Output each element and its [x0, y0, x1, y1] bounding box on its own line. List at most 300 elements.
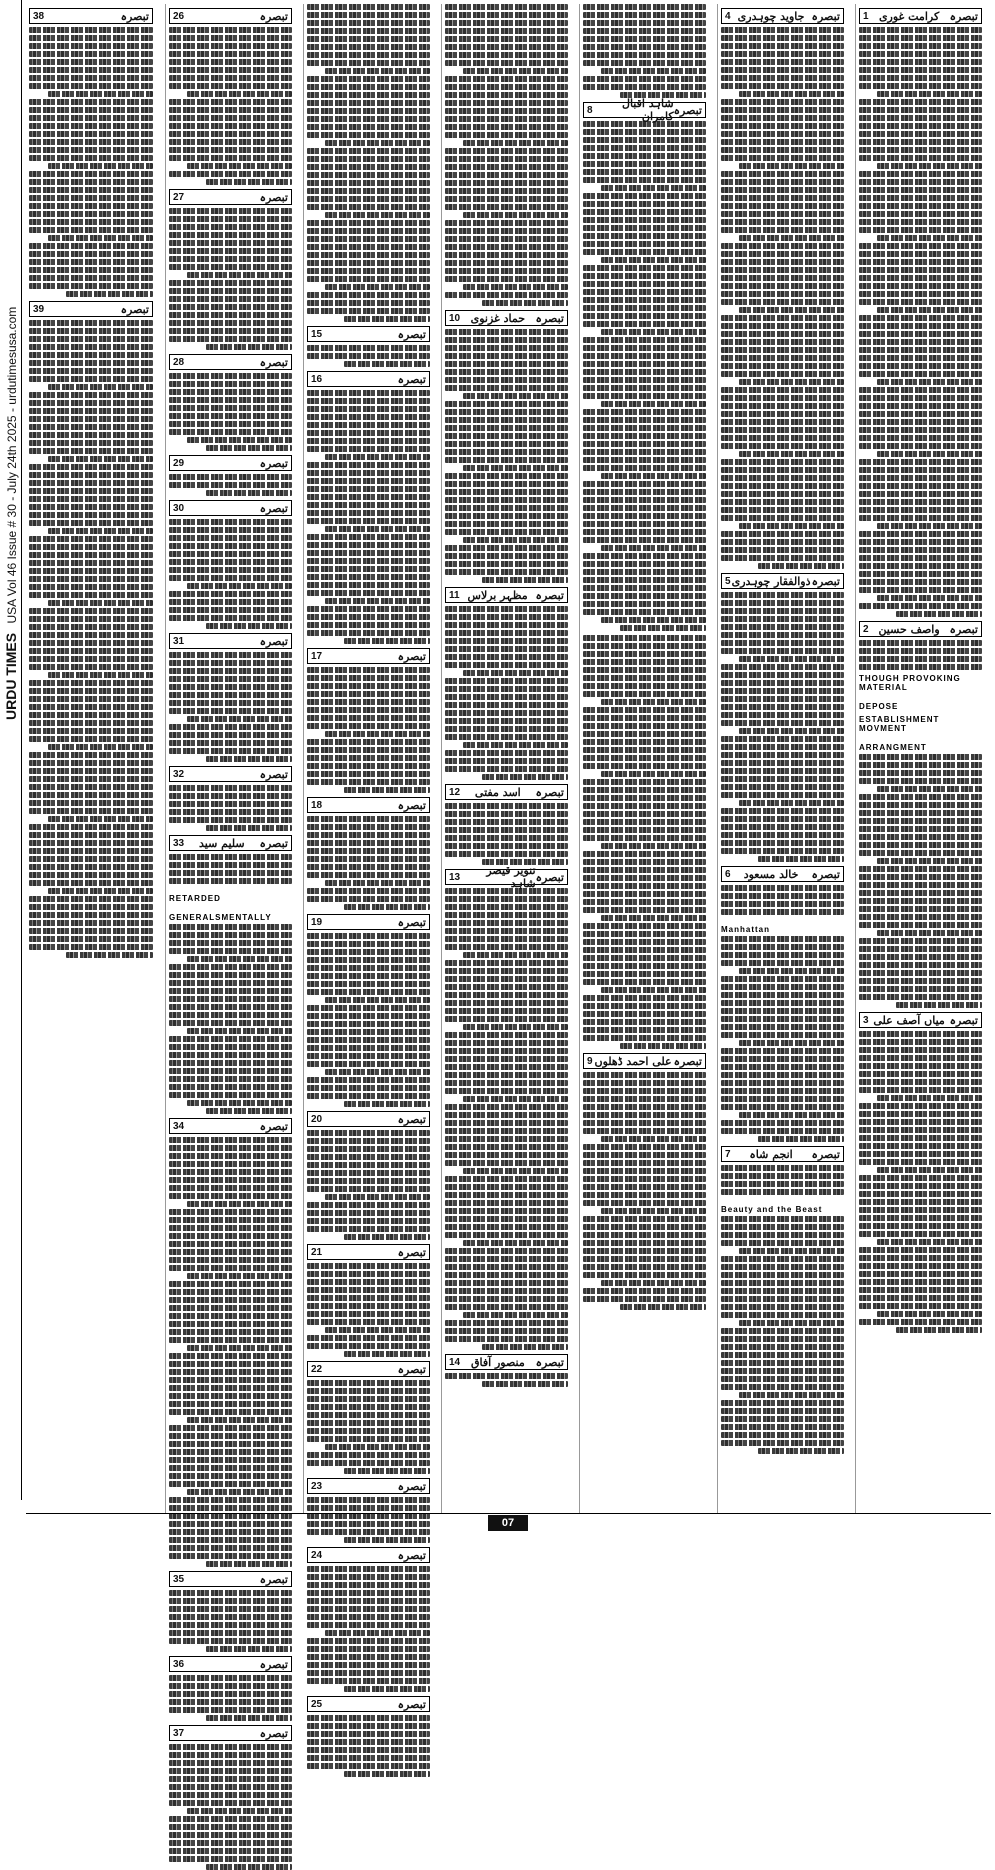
text-line	[169, 1076, 292, 1082]
text-line	[859, 299, 982, 305]
text-line	[583, 569, 706, 575]
text-line	[307, 739, 430, 745]
text-line	[29, 336, 153, 342]
text-line	[859, 491, 982, 497]
text-line	[445, 148, 568, 154]
text-line	[29, 115, 153, 121]
text-line	[721, 267, 844, 273]
text-line	[859, 35, 982, 41]
text-line	[583, 947, 706, 953]
text-line	[169, 1529, 292, 1535]
text-line	[344, 1101, 430, 1107]
text-line	[859, 850, 982, 856]
text-line	[307, 1436, 430, 1442]
text-line	[583, 739, 706, 745]
entry-header	[721, 573, 844, 589]
text-line	[307, 76, 430, 82]
entry-number: 6	[725, 868, 731, 880]
text-line	[169, 232, 292, 238]
text-line	[721, 1232, 844, 1238]
english-term: Beauty and the Beast	[721, 1205, 823, 1214]
entry-label: تبصرہ	[673, 1054, 702, 1068]
entry-label: تبصرہ	[949, 9, 978, 23]
text-line	[169, 1441, 292, 1447]
text-line	[859, 579, 982, 585]
text-line	[859, 459, 982, 465]
text-line	[307, 470, 430, 476]
text-line	[583, 297, 706, 303]
footer-rule	[26, 1513, 991, 1514]
text-line	[445, 1304, 568, 1310]
text-line	[583, 60, 706, 66]
entry-header	[169, 189, 292, 205]
commentary-entry	[721, 573, 844, 862]
text-line	[583, 1272, 706, 1278]
text-line	[169, 1401, 292, 1407]
text-line	[445, 702, 568, 708]
text-line	[307, 1186, 430, 1192]
commentary-entry	[307, 1696, 430, 1777]
text-line	[583, 353, 706, 359]
text-line	[48, 163, 153, 169]
text-line	[739, 451, 844, 457]
text-line	[721, 1304, 844, 1310]
text-line	[445, 1152, 568, 1158]
text-line	[445, 835, 568, 841]
text-line	[48, 456, 153, 462]
text-line	[29, 131, 153, 137]
text-line	[859, 323, 982, 329]
text-line	[169, 1465, 292, 1471]
entry-number: 32	[173, 768, 185, 780]
entry-number: 26	[173, 10, 185, 22]
text-line	[344, 1468, 430, 1474]
text-line	[877, 451, 982, 457]
text-line	[169, 1840, 292, 1846]
text-line	[583, 1019, 706, 1025]
text-line	[859, 906, 982, 912]
text-line	[169, 932, 292, 938]
commentary-entry	[445, 784, 568, 865]
text-line	[169, 224, 292, 230]
text-line	[29, 872, 153, 878]
entry-number: 4	[725, 10, 731, 22]
text-line	[169, 280, 292, 286]
text-line	[463, 952, 568, 958]
text-line	[169, 1752, 292, 1758]
text-line	[29, 155, 153, 161]
text-line	[29, 448, 153, 454]
text-line	[169, 59, 292, 65]
text-line	[583, 441, 706, 447]
entry-header	[445, 864, 568, 890]
text-line	[169, 171, 292, 177]
text-line	[307, 1226, 430, 1232]
text-line	[758, 856, 844, 862]
text-line	[187, 1808, 292, 1814]
text-line	[307, 1614, 430, 1620]
entry-number: 21	[311, 1246, 323, 1258]
text-line	[48, 528, 153, 534]
text-line	[169, 1217, 292, 1223]
text-line	[206, 1561, 292, 1567]
text-line	[739, 163, 844, 169]
text-line	[583, 1112, 706, 1118]
text-line	[307, 164, 430, 170]
text-line	[169, 208, 292, 214]
text-line	[445, 936, 568, 942]
text-line	[721, 435, 844, 441]
text-line	[445, 1232, 568, 1238]
text-line	[307, 941, 430, 947]
text-line	[721, 909, 844, 915]
text-line	[583, 1003, 706, 1009]
text-line	[721, 1432, 844, 1438]
text-line	[721, 664, 844, 670]
text-line	[344, 316, 430, 322]
text-line	[307, 771, 430, 777]
text-line	[445, 1248, 568, 1254]
text-line	[307, 1021, 430, 1027]
text-line	[445, 361, 568, 367]
text-line	[169, 51, 292, 57]
text-line	[29, 219, 153, 225]
text-line	[445, 960, 568, 966]
text-line	[29, 59, 153, 65]
text-line	[169, 474, 292, 480]
text-line	[445, 369, 568, 375]
column-2	[165, 4, 295, 1740]
text-line	[859, 1255, 982, 1261]
text-line	[583, 787, 706, 793]
entry-label: تبصرہ	[535, 588, 564, 602]
text-line	[169, 1297, 292, 1303]
text-line	[601, 915, 706, 921]
text-line	[307, 763, 430, 769]
commentary-entry	[307, 914, 430, 1107]
text-line	[601, 545, 706, 551]
entry-number: 17	[311, 650, 323, 662]
text-line	[721, 704, 844, 710]
text-line	[169, 1760, 292, 1766]
text-line	[583, 891, 706, 897]
text-line	[187, 91, 292, 97]
text-line	[583, 28, 706, 34]
text-line	[307, 981, 430, 987]
text-line	[721, 760, 844, 766]
text-line	[169, 1784, 292, 1790]
text-line	[445, 252, 568, 258]
commentary-entry	[859, 8, 982, 617]
text-line	[29, 824, 153, 830]
text-line	[482, 1381, 568, 1387]
text-line	[29, 275, 153, 281]
text-line	[583, 585, 706, 591]
text-line	[307, 1202, 430, 1208]
page-number: 07	[488, 1515, 528, 1531]
text-line	[583, 84, 706, 90]
text-line	[859, 1047, 982, 1053]
text-line	[445, 920, 568, 926]
text-line	[307, 707, 430, 713]
text-line	[445, 457, 568, 463]
text-line	[29, 720, 153, 726]
text-line	[307, 398, 430, 404]
text-line	[29, 632, 153, 638]
text-line	[859, 1151, 982, 1157]
text-line	[877, 1095, 982, 1101]
text-line	[206, 179, 292, 185]
text-line	[758, 1448, 844, 1454]
text-line	[169, 1614, 292, 1620]
text-line	[859, 331, 982, 337]
text-line	[583, 691, 706, 697]
text-line	[445, 726, 568, 732]
text-line	[307, 1380, 430, 1386]
text-line	[601, 473, 706, 479]
entry-number: 24	[311, 1549, 323, 1561]
commentary-entry	[307, 1111, 430, 1240]
text-line	[169, 519, 292, 525]
text-line	[721, 547, 844, 553]
commentary-entry	[859, 621, 982, 1008]
entry-header	[169, 455, 292, 471]
text-line	[307, 1497, 430, 1503]
text-line	[29, 896, 153, 902]
text-line	[877, 786, 982, 792]
text-line	[29, 544, 153, 550]
text-line	[583, 1035, 706, 1041]
text-line	[169, 948, 292, 954]
text-line	[859, 1207, 982, 1213]
text-line	[445, 108, 568, 114]
text-line	[169, 43, 292, 49]
entry-author: اسد مفتی	[474, 785, 521, 799]
commentary-entry	[169, 455, 292, 496]
text-line	[307, 1061, 430, 1067]
text-line	[445, 545, 568, 551]
text-line	[29, 328, 153, 334]
text-line	[859, 1143, 982, 1149]
text-line	[445, 553, 568, 559]
text-line	[859, 515, 982, 521]
text-line	[445, 638, 568, 644]
commentary-entry	[169, 835, 292, 1114]
text-line	[721, 387, 844, 393]
text-line	[169, 1161, 292, 1167]
text-line	[169, 1824, 292, 1830]
text-line	[307, 1287, 430, 1293]
text-line	[721, 680, 844, 686]
text-line	[859, 954, 982, 960]
text-line	[307, 1420, 430, 1426]
text-line	[859, 1111, 982, 1117]
text-line	[721, 35, 844, 41]
text-line	[325, 1444, 430, 1450]
entry-number: 19	[311, 916, 323, 928]
entry-header	[445, 587, 568, 603]
text-line	[859, 890, 982, 896]
text-line	[169, 1369, 292, 1375]
text-line	[721, 115, 844, 121]
text-line	[325, 1069, 430, 1075]
text-line	[739, 656, 844, 662]
text-line	[307, 1638, 430, 1644]
entry-label: تبصرہ	[120, 9, 149, 23]
text-line	[169, 482, 292, 488]
text-line	[721, 99, 844, 105]
text-line	[721, 885, 844, 891]
commentary-entry	[307, 1547, 430, 1692]
text-line	[307, 622, 430, 628]
entry-author: مظہر برلاس	[467, 588, 528, 602]
text-line	[325, 526, 430, 532]
entry-header	[29, 8, 153, 24]
text-line	[445, 1048, 568, 1054]
commentary-entry	[169, 1118, 292, 1567]
text-line	[859, 1079, 982, 1085]
text-line	[29, 51, 153, 57]
text-line	[859, 171, 982, 177]
text-line	[307, 148, 430, 154]
text-line	[445, 180, 568, 186]
text-line	[721, 1000, 844, 1006]
text-line	[583, 827, 706, 833]
text-line	[859, 195, 982, 201]
text-line	[169, 700, 292, 706]
text-line	[601, 401, 706, 407]
text-line	[721, 507, 844, 513]
text-line	[601, 329, 706, 335]
text-line	[583, 899, 706, 905]
text-line	[445, 441, 568, 447]
text-line	[445, 1224, 568, 1230]
text-line	[739, 800, 844, 806]
text-line	[583, 193, 706, 199]
entry-author: منصور آفاق	[470, 1355, 525, 1369]
text-line	[721, 419, 844, 425]
text-line	[583, 1240, 706, 1246]
text-line	[859, 243, 982, 249]
text-line	[307, 574, 430, 580]
text-line	[721, 1368, 844, 1374]
text-line	[859, 826, 982, 832]
entry-label: تبصرہ	[259, 1657, 288, 1671]
text-line	[169, 312, 292, 318]
text-line	[583, 44, 706, 50]
entry-number: 28	[173, 356, 185, 368]
text-line	[601, 1136, 706, 1142]
text-line	[29, 712, 153, 718]
text-line	[445, 750, 568, 756]
text-line	[583, 763, 706, 769]
text-line	[169, 1792, 292, 1798]
text-line	[307, 1279, 430, 1285]
text-line	[463, 1312, 568, 1318]
text-line	[601, 1280, 706, 1286]
text-line	[307, 1529, 430, 1535]
text-line	[859, 155, 982, 161]
commentary-entry	[169, 1725, 292, 1870]
text-line	[859, 419, 982, 425]
text-line	[307, 550, 430, 556]
text-line	[206, 445, 292, 451]
text-line	[29, 536, 153, 542]
text-line	[721, 752, 844, 758]
text-line	[307, 824, 430, 830]
text-line	[859, 794, 982, 800]
text-line	[445, 196, 568, 202]
entry-label: تبصرہ	[259, 1726, 288, 1740]
text-line	[307, 1731, 430, 1737]
text-line	[445, 662, 568, 668]
text-line	[307, 44, 430, 50]
text-line	[583, 1128, 706, 1134]
text-line	[169, 1433, 292, 1439]
text-line	[29, 584, 153, 590]
text-line	[601, 257, 706, 263]
text-line	[721, 1032, 844, 1038]
entry-header	[859, 1012, 982, 1028]
text-line	[859, 1159, 982, 1165]
column-4	[441, 4, 571, 1514]
text-line	[445, 425, 568, 431]
text-line	[445, 172, 568, 178]
text-line	[721, 1328, 844, 1334]
text-line	[859, 1119, 982, 1125]
text-line	[859, 251, 982, 257]
text-line	[859, 1271, 982, 1277]
commentary-entry	[169, 1656, 292, 1721]
text-line	[583, 747, 706, 753]
text-line	[482, 1344, 568, 1350]
text-line	[187, 1489, 292, 1495]
text-line	[445, 505, 568, 511]
text-line	[307, 1566, 430, 1572]
text-line	[859, 882, 982, 888]
text-line	[169, 1193, 292, 1199]
text-line	[583, 811, 706, 817]
entry-number: 34	[173, 1120, 185, 1132]
entry-header	[859, 621, 982, 637]
text-line	[859, 371, 982, 377]
text-line	[583, 1296, 706, 1302]
text-line	[721, 960, 844, 966]
text-line	[29, 408, 153, 414]
entry-author: تنویر قیصر شاہد	[486, 864, 536, 890]
text-line	[307, 1452, 430, 1458]
text-line	[169, 1020, 292, 1026]
text-line	[29, 624, 153, 630]
text-line	[583, 963, 706, 969]
text-line	[758, 1136, 844, 1142]
text-line	[583, 667, 706, 673]
text-line	[859, 363, 982, 369]
entry-number: 33	[173, 837, 185, 849]
text-line	[583, 521, 706, 527]
text-line	[445, 694, 568, 700]
text-line	[583, 643, 706, 649]
text-line	[859, 411, 982, 417]
text-line	[307, 691, 430, 697]
text-line	[29, 267, 153, 273]
text-line	[721, 187, 844, 193]
text-line	[445, 1144, 568, 1150]
text-line	[445, 1112, 568, 1118]
text-line	[307, 1678, 430, 1684]
text-line	[29, 147, 153, 153]
commentary-entry	[445, 587, 568, 780]
